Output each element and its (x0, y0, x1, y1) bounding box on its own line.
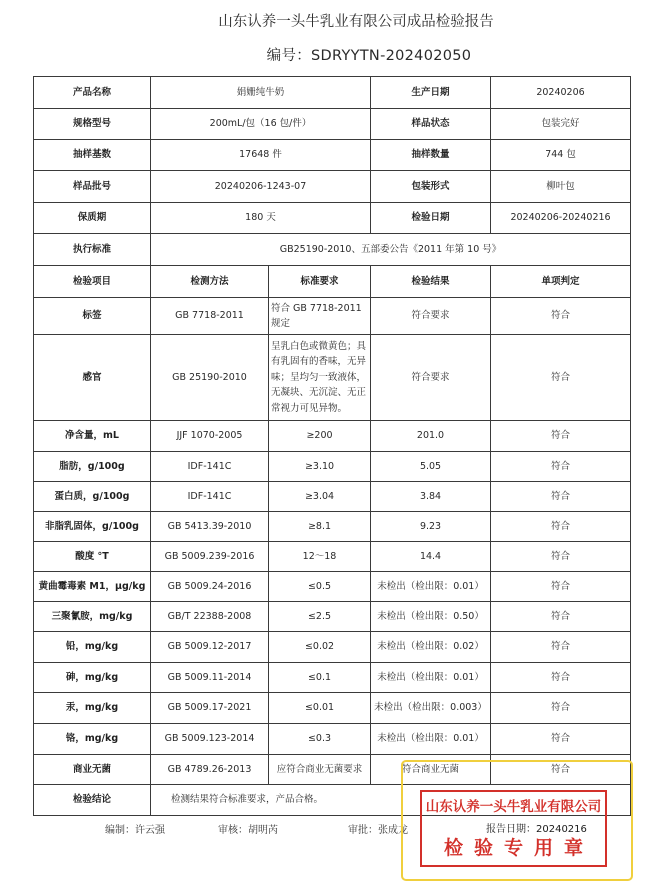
item-method: GB 7718-2011 (151, 298, 269, 335)
item-result: 3.84 (371, 482, 491, 512)
item-requirement: ≥200 (269, 421, 371, 452)
item-result: 未检出（检出限：0.01） (371, 572, 491, 602)
item-name: 感官 (34, 335, 151, 421)
item-verdict: 符合 (491, 602, 631, 632)
table-header-row (34, 266, 631, 298)
inspection-date-value: 20240206-20240216 (491, 203, 631, 234)
info-row-product (34, 77, 631, 109)
batch-label: 样品批号 (34, 171, 151, 203)
column-header-item: 检验项目 (34, 266, 151, 298)
item-result: 201.0 (371, 421, 491, 452)
info-row-shelf-life (34, 203, 631, 234)
table-row (34, 663, 631, 693)
conclusion-text: 检测结果符合标准要求，产品合格。 (151, 785, 631, 816)
production-date-label: 生产日期 (371, 77, 491, 109)
item-method: IDF-141C (151, 452, 269, 482)
item-requirement: ≥8.1 (269, 512, 371, 542)
table-row (34, 724, 631, 755)
stamp-seal-text: 检验专用章 (443, 837, 594, 859)
item-name: 铅，mg/kg (34, 632, 151, 663)
item-verdict: 符合 (491, 512, 631, 542)
item-result: 未检出（检出限：0.02） (371, 632, 491, 663)
product-name-label: 产品名称 (34, 77, 151, 109)
item-method: IDF-141C (151, 482, 269, 512)
item-requirement: 应符合商业无菌要求 (269, 755, 371, 785)
item-verdict: 符合 (491, 663, 631, 693)
item-verdict: 符合 (491, 452, 631, 482)
inspection-table (33, 76, 631, 816)
item-verdict: 符合 (491, 542, 631, 572)
conclusion-label: 检验结论 (34, 785, 151, 816)
item-method: GB 4789.26-2013 (151, 755, 269, 785)
sampling-base-value: 17648 件 (151, 140, 371, 171)
item-method: GB 5413.39-2010 (151, 512, 269, 542)
item-requirement: ≤0.1 (269, 663, 371, 693)
item-requirement: 12～18 (269, 542, 371, 572)
inspection-date-label: 检验日期 (371, 203, 491, 234)
spec-label: 规格型号 (34, 109, 151, 140)
item-name: 蛋白质，g/100g (34, 482, 151, 512)
info-row-sampling (34, 140, 631, 171)
item-method: GB 5009.239-2016 (151, 542, 269, 572)
table-row (34, 602, 631, 632)
standard-value: GB25190-2010、五部委公告《2011 年第 10 号》 (151, 234, 631, 266)
item-name: 标签 (34, 298, 151, 335)
batch-value: 20240206-1243-07 (151, 171, 371, 203)
item-method: GB 5009.17-2021 (151, 693, 269, 724)
table-row (34, 421, 631, 452)
sampling-qty-value: 744 包 (491, 140, 631, 171)
item-result: 符合要求 (371, 335, 491, 421)
report-number: 编号：SDRYYTN-202402050 (266, 48, 472, 64)
item-name: 非脂乳固体，g/100g (34, 512, 151, 542)
item-verdict: 符合 (491, 632, 631, 663)
column-header-requirement: 标准要求 (269, 266, 371, 298)
prepared-by: 编制：许云强 (105, 825, 165, 836)
item-name: 脂肪，g/100g (34, 452, 151, 482)
item-method: GB 5009.12-2017 (151, 632, 269, 663)
item-verdict: 符合 (491, 482, 631, 512)
table-row (34, 298, 631, 335)
info-row-batch (34, 171, 631, 203)
table-row (34, 572, 631, 602)
item-result: 符合要求 (371, 298, 491, 335)
item-result: 符合商业无菌 (371, 755, 491, 785)
item-name: 酸度 °T (34, 542, 151, 572)
item-requirement: ≤0.3 (269, 724, 371, 755)
column-header-result: 检验结果 (371, 266, 491, 298)
table-row (34, 452, 631, 482)
item-requirement: ≥3.04 (269, 482, 371, 512)
item-verdict: 符合 (491, 421, 631, 452)
item-verdict: 符合 (491, 724, 631, 755)
item-verdict: 符合 (491, 755, 631, 785)
item-name: 商业无菌 (34, 755, 151, 785)
stamp-company-name: 山东认养一头牛乳业有限公司 (425, 799, 602, 815)
table-row (34, 693, 631, 724)
item-requirement: 呈乳白色或微黄色；具有乳固有的香味，无异味；呈均匀一致液体，无凝块、无沉淀、无正常视力可见异物。 (269, 335, 371, 421)
sampling-base-label: 抽样基数 (34, 140, 151, 171)
item-verdict: 符合 (491, 572, 631, 602)
item-method: GB/T 22388-2008 (151, 602, 269, 632)
report-title: 山东认养一头牛乳业有限公司成品检验报告 (218, 14, 494, 30)
info-row-standard (34, 234, 631, 266)
item-requirement: ≤2.5 (269, 602, 371, 632)
info-row-spec (34, 109, 631, 140)
item-result: 未检出（检出限：0.01） (371, 663, 491, 693)
item-method: GB 5009.24-2016 (151, 572, 269, 602)
sample-state-value: 包装完好 (491, 109, 631, 140)
sample-state-label: 样品状态 (371, 109, 491, 140)
package-value: 柳叶包 (491, 171, 631, 203)
report-date: 报告日期：20240216 (486, 824, 587, 835)
item-result: 未检出（检出限：0.01） (371, 724, 491, 755)
item-result: 未检出（检出限：0.50） (371, 602, 491, 632)
table-row (34, 542, 631, 572)
item-name: 三聚氰胺，mg/kg (34, 602, 151, 632)
package-label: 包装形式 (371, 171, 491, 203)
item-result: 9.23 (371, 512, 491, 542)
item-result: 14.4 (371, 542, 491, 572)
column-header-verdict: 单项判定 (491, 266, 631, 298)
item-name: 砷，mg/kg (34, 663, 151, 693)
item-method: GB 5009.123-2014 (151, 724, 269, 755)
shelf-life-value: 180 天 (151, 203, 371, 234)
item-requirement: 符合 GB 7718-2011 规定 (269, 298, 371, 335)
item-verdict: 符合 (491, 298, 631, 335)
sampling-qty-label: 抽样数量 (371, 140, 491, 171)
standard-label: 执行标准 (34, 234, 151, 266)
item-result: 5.05 (371, 452, 491, 482)
item-requirement: ≥3.10 (269, 452, 371, 482)
table-row (34, 335, 631, 421)
product-name-value: 娟姗纯牛奶 (151, 77, 371, 109)
item-name: 黄曲霉毒素 M1，μg/kg (34, 572, 151, 602)
table-row (34, 632, 631, 663)
item-requirement: ≤0.01 (269, 693, 371, 724)
item-requirement: ≤0.5 (269, 572, 371, 602)
item-method: GB 5009.11-2014 (151, 663, 269, 693)
item-result: 未检出（检出限：0.003） (371, 693, 491, 724)
item-verdict: 符合 (491, 693, 631, 724)
reviewed-by: 审核：胡明芮 (218, 825, 278, 836)
item-name: 净含量，mL (34, 421, 151, 452)
table-row (34, 755, 631, 785)
item-verdict: 符合 (491, 335, 631, 421)
item-name: 汞，mg/kg (34, 693, 151, 724)
table-row (34, 512, 631, 542)
shelf-life-label: 保质期 (34, 203, 151, 234)
item-method: GB 25190-2010 (151, 335, 269, 421)
spec-value: 200mL/包（16 包/件） (151, 109, 371, 140)
item-name: 铬，mg/kg (34, 724, 151, 755)
item-requirement: ≤0.02 (269, 632, 371, 663)
approved-by: 审批：张成龙 (348, 825, 408, 836)
item-method: JJF 1070-2005 (151, 421, 269, 452)
production-date-value: 20240206 (491, 77, 631, 109)
column-header-method: 检测方法 (151, 266, 269, 298)
table-row (34, 482, 631, 512)
